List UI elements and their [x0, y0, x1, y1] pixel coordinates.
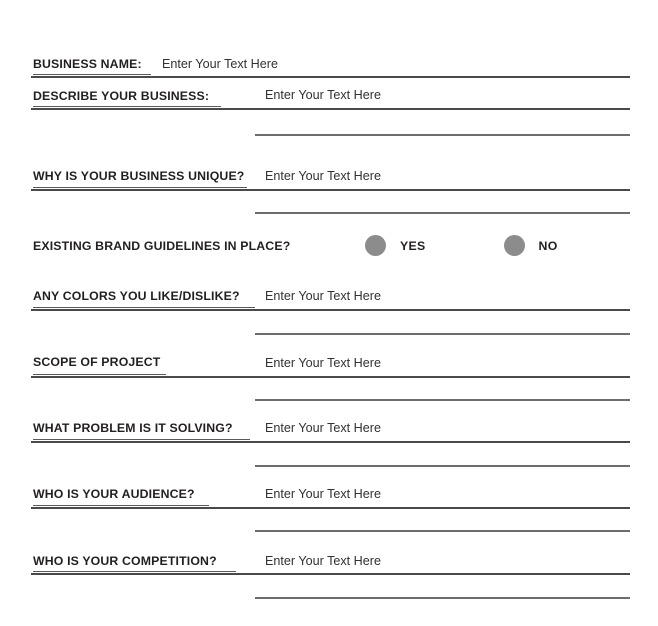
field-label-why-is-your-business-unique: WHY IS YOUR BUSINESS UNIQUE? — [33, 169, 245, 183]
field-rule-line — [31, 76, 630, 78]
radio-label-yes: YES — [400, 238, 426, 253]
field-rule-line — [31, 573, 630, 575]
field-label-what-problem-is-it-solving: WHAT PROBLEM IS IT SOLVING? — [33, 421, 233, 435]
field-label-underline — [33, 374, 166, 375]
field-rule-line — [31, 108, 630, 110]
field-input-why-is-your-business-unique[interactable]: Enter Your Text Here — [265, 169, 381, 183]
radio-option-no[interactable] — [504, 235, 558, 256]
field-input-what-problem-is-it-solving[interactable]: Enter Your Text Here — [265, 421, 381, 435]
field-label-underline — [33, 74, 151, 75]
field-rule-line — [31, 441, 630, 443]
field-label-business-name: BUSINESS NAME: — [33, 57, 142, 71]
field-rule-line-secondary — [255, 134, 630, 136]
field-rule-line-secondary — [255, 333, 630, 335]
field-label-underline — [33, 505, 209, 506]
field-input-scope-of-project[interactable]: Enter Your Text Here — [265, 356, 381, 370]
field-label-who-is-your-audience: WHO IS YOUR AUDIENCE? — [33, 487, 195, 501]
radio-circle-icon-yes[interactable] — [365, 235, 386, 256]
field-rule-line-secondary — [255, 212, 630, 214]
radio-label-no: NO — [538, 238, 558, 253]
field-label-describe-your-business: DESCRIBE YOUR BUSINESS: — [33, 89, 210, 103]
field-rule-line-secondary — [255, 597, 630, 599]
field-label-underline — [33, 307, 255, 308]
field-label-any-colors-you-like-dislike: ANY COLORS YOU LIKE/DISLIKE? — [33, 289, 240, 303]
field-input-who-is-your-competition[interactable]: Enter Your Text Here — [265, 554, 381, 568]
field-label-underline — [33, 571, 236, 572]
field-rule-line-secondary — [255, 530, 630, 532]
field-rule-line — [31, 309, 630, 311]
radio-circle-icon-no[interactable] — [504, 235, 525, 256]
field-input-who-is-your-audience[interactable]: Enter Your Text Here — [265, 487, 381, 501]
field-rule-line-secondary — [255, 465, 630, 467]
field-label-who-is-your-competition: WHO IS YOUR COMPETITION? — [33, 554, 217, 568]
field-label-underline — [33, 106, 221, 107]
field-label-existing-brand-guidelines: EXISTING BRAND GUIDELINES IN PLACE? — [33, 239, 291, 253]
field-label-underline — [33, 439, 250, 440]
field-input-business-name[interactable]: Enter Your Text Here — [162, 57, 278, 71]
radio-option-yes[interactable] — [365, 235, 426, 256]
radio-group-existing-brand-guidelines — [365, 235, 558, 256]
field-rule-line — [31, 507, 630, 509]
field-label-underline — [33, 187, 247, 188]
field-rule-line — [31, 189, 630, 191]
field-input-describe-your-business[interactable]: Enter Your Text Here — [265, 88, 381, 102]
field-rule-line-secondary — [255, 399, 630, 401]
field-rule-line — [31, 376, 630, 378]
field-label-scope-of-project: SCOPE OF PROJECT — [33, 355, 161, 369]
field-input-any-colors-you-like-dislike[interactable]: Enter Your Text Here — [265, 289, 381, 303]
